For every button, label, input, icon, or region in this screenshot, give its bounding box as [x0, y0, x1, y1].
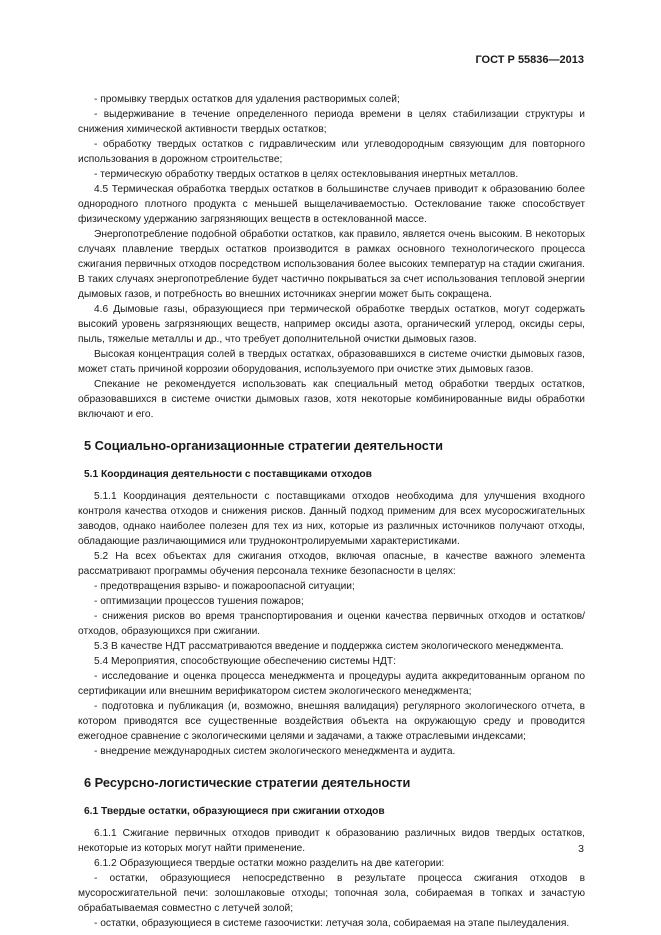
paragraph: - оптимизации процессов тушения пожаров; — [94, 596, 304, 607]
paragraph: 4.6 Дымовые газы, образующиеся при термической обработке твердых остатков, могут содержать высокий уровень загрязняющих веществ, например оксиды азота, органический углерод, оксиды серы, пыль, тяжелые металлы и др., что требует дополнительной очистки дымовых газов. — [78, 304, 585, 345]
paragraph: 5.2 На всех объектах для сжигания отходов, включая опасные, в качестве важного элемента рассматривают программы обучения персонала технике безопасности в целях: — [78, 551, 585, 577]
paragraph: 5.3 В качестве НДТ рассматриваются введение и поддержка систем экологического менеджмента. — [94, 641, 564, 652]
paragraph: - выдерживание в течение определенного периода времени в целях стабилизации структуры и снижения химической активности твердых остатков; — [78, 109, 585, 135]
paragraph: - обработку твердых остатков с гидравлическим или углеводородным связующим для повторного использования в дорожном строительстве; — [78, 139, 585, 165]
paragraph: 6.1.1 Сжигание первичных отходов приводит к образованию различных видов твердых остатков, некоторые из которых могут найти применение. — [78, 828, 585, 854]
paragraph: - внедрение международных систем экологического менеджмента и аудита. — [94, 746, 456, 757]
paragraph: - снижения рисков во время транспортирования и оценки качества первичных отходов и остатков/отходов, образующихся при сжигании. — [78, 611, 585, 637]
paragraph: 5.1.1 Координация деятельности с поставщиками отходов необходима для улучшения входного контроля качества отходов и снижения рисков. Данный подход применим для всех мусоросжигательных заводов, однако наиболее полезен для тех из них, которые из различных источников получают отходы, обладающие различающимися или трудноконтролируемыми характеристиками. — [78, 491, 585, 547]
paragraph: 6.1.2 Образующиеся твердые остатки можно разделить на две категории: — [94, 858, 445, 869]
paragraph: Энергопотребление подобной обработки остатков, как правило, является очень высоким. В некоторых случаях плавление твердых остатков производится в рамках основного технологического процесса сжигания первичных отходов посредством использования более высоких температур на стадии сжигания. В таких случаях энергопотребление будет частично покрываться за счет использования тепловой энергии дымовых газов, и потребность во внешних источниках энергии может быть сокращена. — [78, 229, 585, 300]
subsection-heading: 5.1 Координация деятельности с поставщиками отходов — [84, 469, 372, 480]
subsection-heading: 6.1 Твердые остатки, образующиеся при сжигании отходов — [84, 806, 385, 817]
paragraph: - исследование и оценка процесса менеджмента и процедуры аудита аккредитованным органом по сертификации или внешним верификатором систем экологического менеджмента; — [78, 671, 585, 697]
page-number: 3 — [578, 843, 584, 855]
paragraph: - предотвращения взрыво- и пожароопасной ситуации; — [94, 581, 355, 592]
section-heading: 5 Социально-организационные стратегии деятельности — [84, 438, 444, 453]
paragraph: - подготовка и публикация (и, возможно, внешняя валидация) регулярного экологического отчета, в котором приводятся все существенные воздействия объекта на окружающую среду и проводится ежегодное сравнение с экологическими целями и задачами, а также отраслевыми индексами; — [78, 701, 585, 742]
paragraph: 4.5 Термическая обработка твердых остатков в большинстве случаев приводит к образованию более однородного плотного продукта с меньшей выщелачиваемостью. Остеклование также способствует физическому удержанию загрязняющих веществ в остеклованной массе. — [78, 184, 585, 225]
document-code-header: ГОСТ Р 55836—2013 — [475, 54, 584, 66]
document-body — [78, 92, 585, 931]
section-heading: 6 Ресурсно-логистические стратегии деятельности — [84, 775, 411, 790]
paragraph: - термическую обработку твердых остатков в целях остекловывания инертных металлов. — [94, 169, 519, 180]
paragraph: - остатки, образующиеся в системе газоочистки: летучая зола, собираемая на этапе пылеудаления. — [94, 918, 570, 929]
paragraph: 5.4 Мероприятия, способствующие обеспечению системы НДТ: — [94, 656, 396, 667]
paragraph: - остатки, образующиеся непосредственно в результате процесса сжигания отходов в мусоросжигательной печи: золошлаковые отходы; топочная зола, собираемая в топках и зачастую обрабатываемая совместно с летучей золой; — [78, 873, 585, 914]
paragraph: Спекание не рекомендуется использовать как специальный метод обработки твердых остатков, образовавшихся в системе очистки дымовых газов, хотя некоторые комбинированные виды обработки включают и его. — [78, 379, 585, 420]
paragraph: Высокая концентрация солей в твердых остатках, образовавшихся в системе очистки дымовых газов, может стать причиной коррозии оборудования, используемого при очистке этих дымовых газов. — [78, 349, 585, 375]
paragraph: - промывку твердых остатков для удаления растворимых солей; — [94, 94, 400, 105]
